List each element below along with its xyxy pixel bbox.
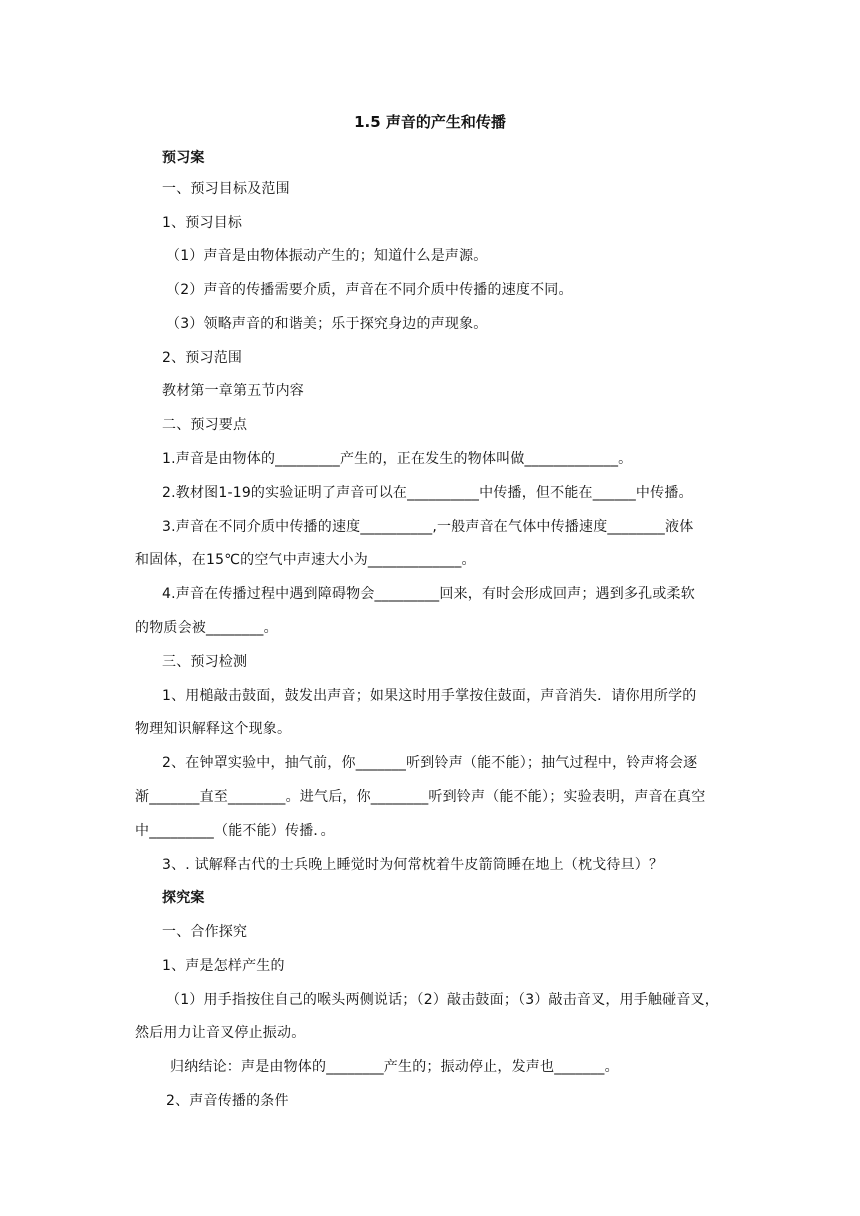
check-1-line-1: 1、用槌敲击鼓面，鼓发出声音；如果这时用手掌按住鼓面，声音消失．请你用所学的 bbox=[162, 688, 697, 704]
key-point-2: 2.教材图1-19的实验证明了声音可以在__________中传播，但不能在______中传播。 bbox=[162, 485, 693, 501]
experiment-line-1: （1）用手指按住自己的喉头两侧说话；（2）敲击鼓面；（3）敲击音叉，用手触碰音叉， bbox=[166, 992, 719, 1008]
check-2-line-2: 渐_______直至________。进气后，你________听到铃声（能不能）；实验表明，声音在真空 bbox=[135, 789, 706, 805]
goal-item-1: （1）声音是由物体振动产生的；知道什么是声源。 bbox=[166, 248, 488, 264]
conclusion-line: 归纳结论：声是由物体的________产生的；振动停止，发声也_______。 bbox=[170, 1059, 619, 1075]
check-3: 3、. 试解释古代的士兵晚上睡觉时为何常枕着牛皮箭筒睡在地上（枕戈待旦）？ bbox=[162, 857, 664, 873]
scope-text: 教材第一章第五节内容 bbox=[162, 383, 304, 399]
heading-key-points: 二、预习要点 bbox=[162, 417, 248, 433]
check-2-line-1: 2、在钟罩实验中，抽气前，你_______听到铃声（能不能）；抽气过程中，铃声将会逐 bbox=[162, 755, 698, 771]
heading-goals: 1、预习目标 bbox=[162, 215, 243, 231]
key-point-4-line-1: 4.声音在传播过程中遇到障碍物会_________回来，有时会形成回声；遇到多孔或柔软 bbox=[162, 586, 695, 602]
section-heading-explore: 探究案 bbox=[162, 890, 205, 906]
heading-goals-scope: 一、预习目标及范围 bbox=[162, 181, 290, 197]
key-point-3-line-1: 3.声音在不同介质中传播的速度__________,一般声音在气体中传播速度________液体 bbox=[162, 519, 694, 535]
heading-self-check: 三、预习检测 bbox=[162, 654, 248, 670]
key-point-3-line-2: 和固体，在15℃的空气中声速大小为_____________。 bbox=[135, 552, 476, 568]
key-point-1: 1.声音是由物体的_________产生的，正在发生的物体叫做_____________。 bbox=[162, 451, 633, 467]
heading-cooperative-inquiry: 一、合作探究 bbox=[162, 924, 248, 940]
heading-propagation-conditions: 2、声音传播的条件 bbox=[166, 1093, 289, 1109]
document-title: 1.5 声音的产生和传播 bbox=[354, 113, 506, 131]
key-point-4-line-2: 的物质会被________。 bbox=[135, 620, 278, 636]
experiment-line-2: 然后用力让音叉停止振动。 bbox=[135, 1025, 306, 1041]
goal-item-3: （3）领略声音的和谐美；乐于探究身边的声现象。 bbox=[166, 316, 488, 332]
check-2-line-3: 中_________（能不能）传播．。 bbox=[135, 823, 335, 839]
check-1-line-2: 物理知识解释这个现象。 bbox=[135, 721, 292, 737]
section-heading-preview: 预习案 bbox=[162, 150, 205, 166]
heading-scope: 2、预习范围 bbox=[162, 350, 243, 366]
heading-how-sound-produced: 1、声是怎样产生的 bbox=[162, 958, 285, 974]
goal-item-2: （2）声音的传播需要介质，声音在不同介质中传播的速度不同。 bbox=[166, 282, 573, 298]
